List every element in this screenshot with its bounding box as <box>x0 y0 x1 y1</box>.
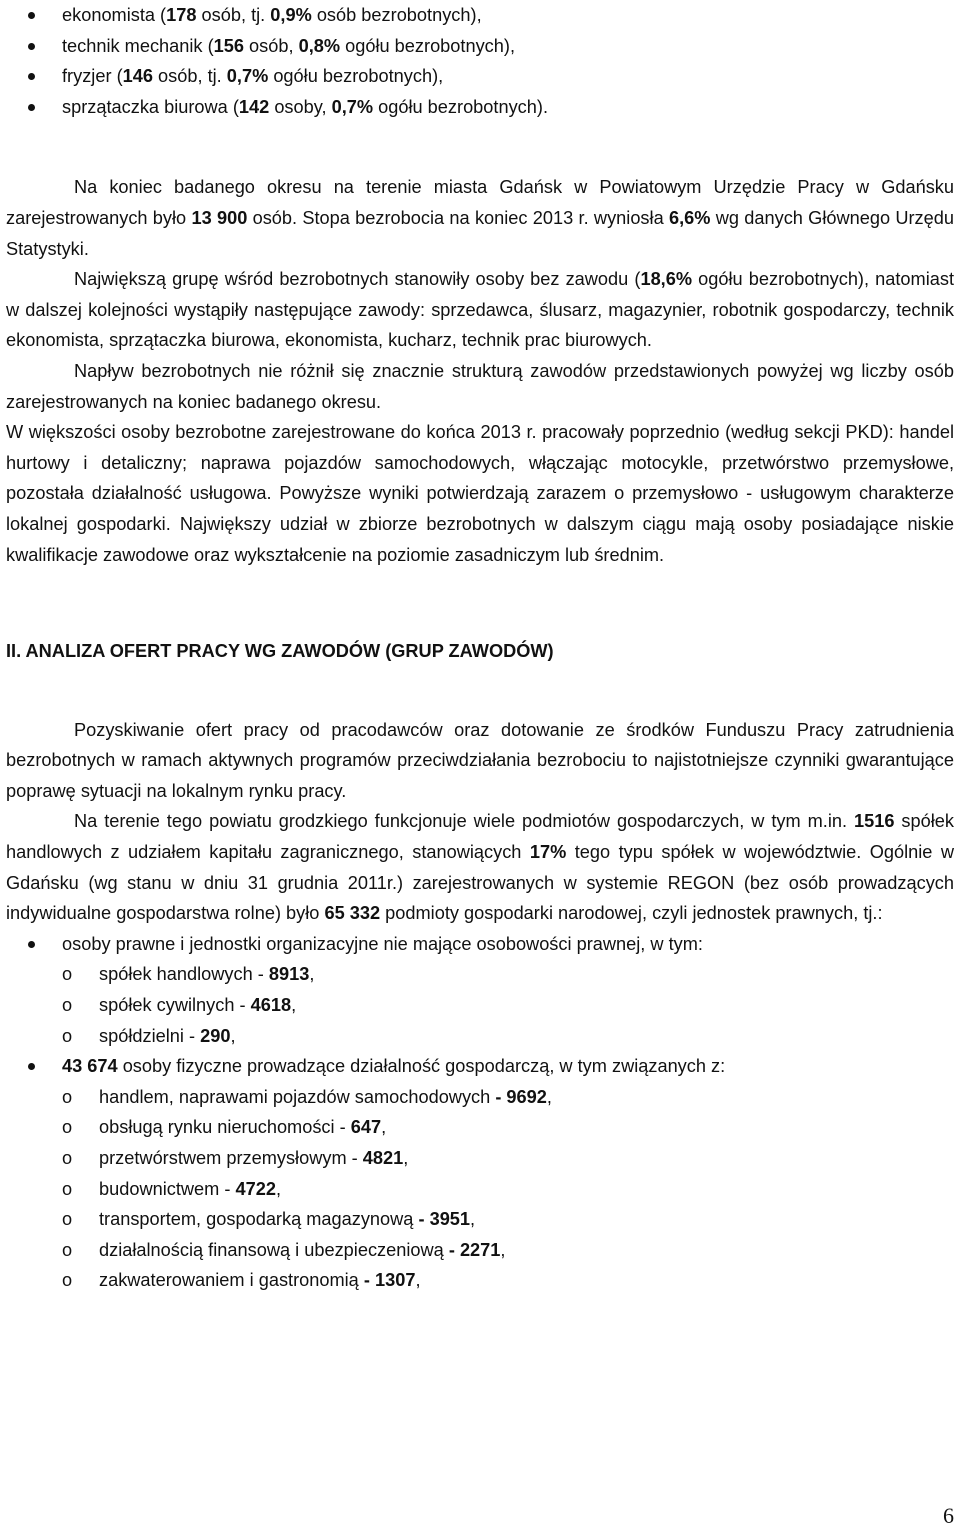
list-item: fryzjer (146 osób, tj. 0,7% ogółu bezrobotnych), <box>6 61 954 92</box>
paragraph-unemployment-rate: Na koniec badanego okresu na terenie miasta Gdańsk w Powiatowym Urzędzie Pracy w Gdańsku zarejestrowanych było 13 900 osób. Stopa bezrobocia na koniec 2013 r. wyniosła 6,6% wg danych Głównego Urzędu Statystyki. <box>6 177 954 259</box>
section-heading: II. ANALIZA OFERT PRACY WG ZAWODÓW (GRUP ZAWODÓW) <box>6 641 554 662</box>
sub-list-item: o obsługą rynku nieruchomości - 647, <box>6 1112 954 1143</box>
sub-list-item: o transportem, gospodarką magazynową - 3951, <box>6 1204 954 1235</box>
sub-list-item: o przetwórstwem przemysłowym - 4821, <box>6 1143 954 1174</box>
list-item: sprzątaczka biurowa (142 osoby, 0,7% ogółu bezrobotnych). <box>6 92 954 123</box>
sub-list-item: o spółek cywilnych - 4618, <box>6 990 954 1021</box>
list-item-natural-persons: 43 674 osoby fizyczne prowadzące działalność gospodarczą, w tym związanych z: <box>6 1051 954 1082</box>
list-item: technik mechanik (156 osób, 0,8% ogółu bezrobotnych), <box>6 31 954 62</box>
sub-list-item: o handlem, naprawami pojazdów samochodowych - 9692, <box>6 1082 954 1113</box>
document-page <box>6 0 954 1296</box>
paragraph-economic-entities: Na terenie tego powiatu grodzkiego funkcjonuje wiele podmiotów gospodarczych, w tym m.in. 1516 spółek handlowych z udziałem kapitału zagranicznego, stanowiących 17% tego typu spółek w województwie. Ogólnie w Gdańsku (wg stanu w dniu 31 grudnia 2011r.) zarejestrowanych w systemie REGON (bez osób prowadzących indywidualne gospodarstwa rolne) było 65 332 podmioty gospodarki narodowej, czyli jednostek prawnych, tj.: <box>6 811 955 924</box>
paragraph-inflow: Napływ bezrobotnych nie różnił się znacznie strukturą zawodów przedstawionych powyżej wg liczby osób zarejestrowanych na koniec badanego okresu. <box>6 360 954 412</box>
sub-list-item: o zakwaterowaniem i gastronomią - 1307, <box>6 1265 954 1296</box>
list-item-legal-entities: osoby prawne i jednostki organizacyjne nie mające osobowości prawnej, w tym: <box>6 929 954 960</box>
paragraph-job-offers: Pozyskiwanie ofert pracy od pracodawców oraz dotowanie ze środków Funduszu Pracy zatrudnienia bezrobotnych w ramach aktywnych programów przeciwdziałania bezrobociu to najistotniejsze czynniki gwarantujące poprawę sytuacji na lokalnym rynku pracy. <box>6 719 954 801</box>
paragraph-previous-work: W większości osoby bezrobotne zarejestrowane do końca 2013 r. pracowały poprzednio (według sekcji PKD): handel hurtowy i detaliczny; naprawa pojazdów samochodowych, włączając motocykle, przetwórstwo przemysłowe, pozostała działalność usługowa. Powyższe wyniki potwierdzają zarazem o przemysłowo - usługowym charakterze lokalnej gospodarki. Największy udział w zbiorze bezrobotnych w dalszym ciągu mają osoby posiadające niskie kwalifikacje zawodowe oraz wykształcenie na poziomie zasadniczym lub średnim. <box>6 422 954 565</box>
paragraph-largest-group: Największą grupę wśród bezrobotnych stanowiły osoby bez zawodu (18,6% ogółu bezrobotnych), natomiast w dalszej kolejności wystąpiły następujące zawody: sprzedawca, ślusarz, magazynier, robotnik gospodarczy, technik ekonomista, sprzątaczka biurowa, ekonomista, kucharz, technik prac biurowych. <box>6 269 955 351</box>
sub-list-item: o spółek handlowych - 8913, <box>6 959 954 990</box>
page-number: 6 <box>943 1503 954 1528</box>
sub-list-item: o spółdzielni - 290, <box>6 1021 954 1052</box>
sub-list-item: o działalnością finansową i ubezpieczeniową - 2271, <box>6 1235 954 1266</box>
list-item: ekonomista (178 osób, tj. 0,9% osób bezrobotnych), <box>6 0 954 31</box>
sub-list-item: o budownictwem - 4722, <box>6 1174 954 1205</box>
occupation-list <box>6 0 954 122</box>
